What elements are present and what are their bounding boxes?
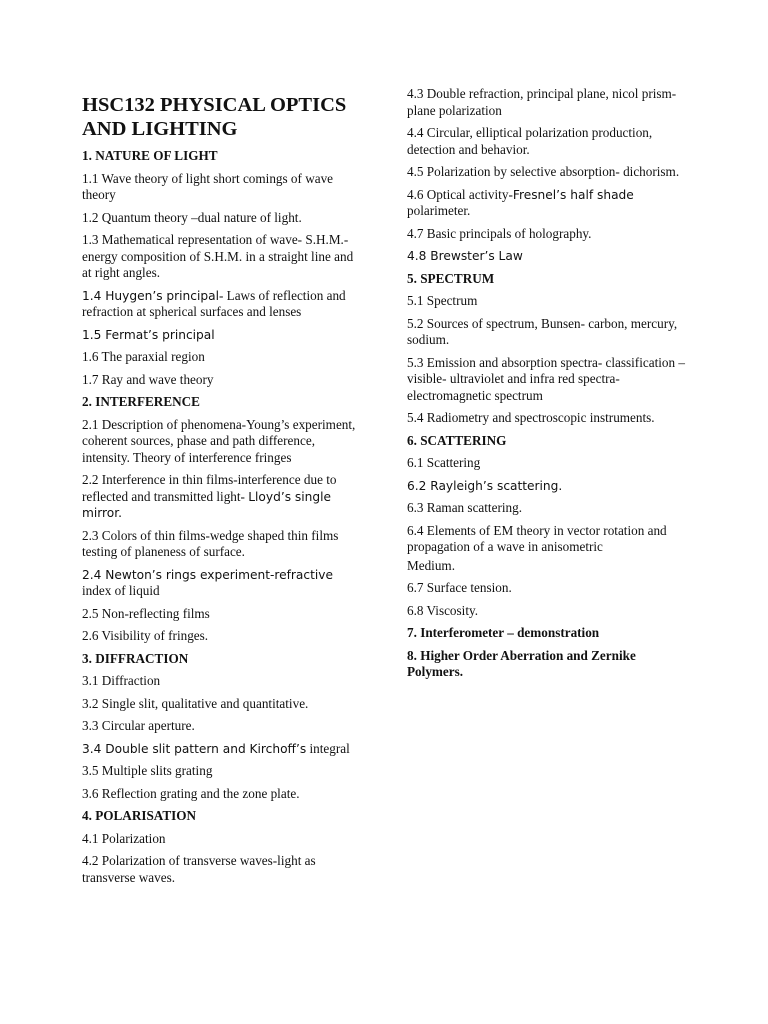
- item-text-part: polarimeter.: [407, 203, 471, 218]
- syllabus-item: 3.5 Multiple slits grating: [82, 763, 213, 778]
- section-heading-7-interferometer-demonstration: 7. Interferometer – demonstration: [407, 625, 600, 640]
- syllabus-item: 6.2 Rayleigh’s scattering.: [407, 478, 563, 493]
- syllabus-item: 2.3 Colors of thin films-wedge shaped thin films testing of planeness of surface.: [82, 527, 339, 559]
- syllabus-item: 6.1 Scattering: [407, 455, 481, 470]
- syllabus-item: 2.6 Visibility of fringes.: [82, 628, 209, 643]
- syllabus-item: 5.4 Radiometry and spectroscopic instruments.: [407, 410, 655, 425]
- item-text-part: Fresnel’s half shade: [512, 187, 634, 202]
- section-heading-6-scattering: 6. SCATTERING: [407, 432, 507, 448]
- syllabus-item: 4.5 Polarization by selective absorption- dichorism.: [407, 164, 680, 179]
- syllabus-item: 5.3 Emission and absorption spectra- classification –visible- ultraviolet and infra red spectra- electromagnetic spectrum: [407, 354, 685, 403]
- syllabus-item: 1.3 Mathematical representation of wave- S.H.M.-energy composition of S.H.M. in a straight line and at right angles.: [82, 232, 354, 280]
- syllabus-item: 2.5 Non-reflecting films: [82, 605, 210, 621]
- syllabus-item: [82, 741, 362, 758]
- section-heading-8-higher-order-aberration-and-zernike-po: 8. Higher Order Aberration and Zernike Polymers.: [407, 647, 636, 679]
- syllabus-item: 4.1 Polarization: [82, 830, 166, 846]
- syllabus-item: 6.7 Surface tension.: [407, 580, 512, 595]
- section-heading-4-polarisation: 4. POLARISATION: [82, 808, 197, 823]
- syllabus-item: 3.3 Circular aperture.: [82, 718, 195, 733]
- section-heading-5-spectrum: 5. SPECTRUM: [407, 270, 495, 286]
- item-text-part: 2.4 Newton’s rings experiment-refractive: [82, 567, 333, 582]
- right-column: [407, 86, 692, 687]
- syllabus-item: 6.8 Viscosity.: [407, 602, 479, 618]
- item-text-part: 1.4 Huygen’s principal: [82, 288, 219, 303]
- syllabus-item: 4.3 Double refraction, principal plane, nicol prism-plane polarization: [407, 86, 677, 118]
- syllabus-item: [407, 187, 692, 220]
- syllabus-item: 6.3 Raman scattering.: [407, 500, 522, 515]
- syllabus-item: 1.5 Fermat’s principal: [82, 327, 215, 342]
- syllabus-item: 3.1 Diffraction: [82, 673, 161, 688]
- syllabus-item: 1.2 Quantum theory –dual nature of light.: [82, 209, 302, 225]
- item-text-part: - Laws of reflection and refraction at spherical surfaces and lenses: [82, 287, 346, 319]
- item-text-part: 4.6 Optical activity-: [407, 186, 513, 202]
- syllabus-item: [82, 472, 362, 522]
- item-text-part: integral: [306, 740, 350, 756]
- syllabus-item: 5.2 Sources of spectrum, Bunsen- carbon, mercury, sodium.: [407, 315, 678, 347]
- syllabus-item: 3.6 Reflection grating and the zone plate.: [82, 785, 300, 801]
- section-heading-1-nature-of-light: 1. NATURE OF LIGHT: [82, 148, 218, 163]
- syllabus-item: [82, 288, 362, 321]
- item-text-part: 2.2 Interference in thin films-interference due to reflected and transmitted light-: [82, 472, 337, 504]
- syllabus-item: 4.2 Polarization of transverse waves-light as transverse waves.: [82, 853, 316, 885]
- syllabus-item: 4.4 Circular, elliptical polarization production, detection and behavior.: [407, 125, 653, 157]
- item-text-part: index of liquid: [82, 583, 160, 598]
- item-text-part: 3.4 Double slit pattern and Kirchoff’s: [82, 741, 307, 756]
- left-column: [82, 93, 362, 892]
- syllabus-item: 6.4 Elements of EM theory in vector rotation and propagation of a wave in anisometric: [407, 522, 667, 554]
- syllabus-item: 1.6 The paraxial region: [82, 349, 205, 364]
- syllabus-item: 4.8 Brewster’s Law: [407, 249, 523, 263]
- syllabus-item: 5.1 Spectrum: [407, 293, 478, 308]
- section-heading-3-diffraction: 3. DIFFRACTION: [82, 650, 189, 666]
- item-text-part: Lloyd’s single mirror.: [82, 489, 332, 520]
- syllabus-item: 2.1 Description of phenomena-Young’s experiment, coherent sources, phase and path difference, intensity. Theory of interference fringes: [82, 416, 356, 465]
- syllabus-item: Medium.: [407, 557, 455, 573]
- document-title: HSC132 PHYSICAL OPTICS AND LIGHTING: [82, 94, 347, 140]
- syllabus-item: 1.7 Ray and wave theory: [82, 371, 214, 387]
- syllabus-item: 1.1 Wave theory of light short comings of wave theory: [82, 170, 334, 202]
- section-heading-2-interference: 2. INTERFERENCE: [82, 394, 200, 409]
- syllabus-item: 4.7 Basic principals of holography.: [407, 225, 592, 241]
- syllabus-item: [82, 567, 362, 600]
- syllabus-item: 3.2 Single slit, qualitative and quantitative.: [82, 695, 309, 711]
